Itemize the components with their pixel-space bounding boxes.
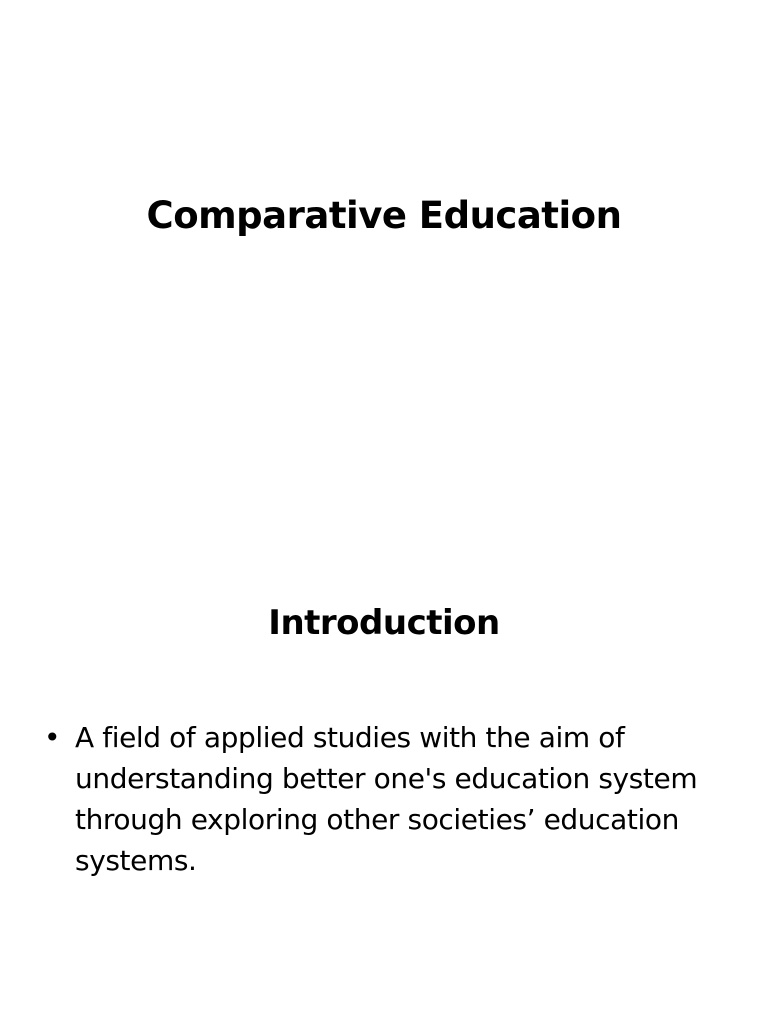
bullet-marker: • xyxy=(44,721,61,754)
bullet-text: A field of applied studies with the aim of understanding better one's education system through exploring other societies’ education systems. xyxy=(75,721,698,877)
section-title: Introduction xyxy=(268,603,500,643)
list-item xyxy=(44,717,724,881)
slide-title: Comparative Education xyxy=(146,194,622,237)
bullet-list xyxy=(44,717,724,881)
